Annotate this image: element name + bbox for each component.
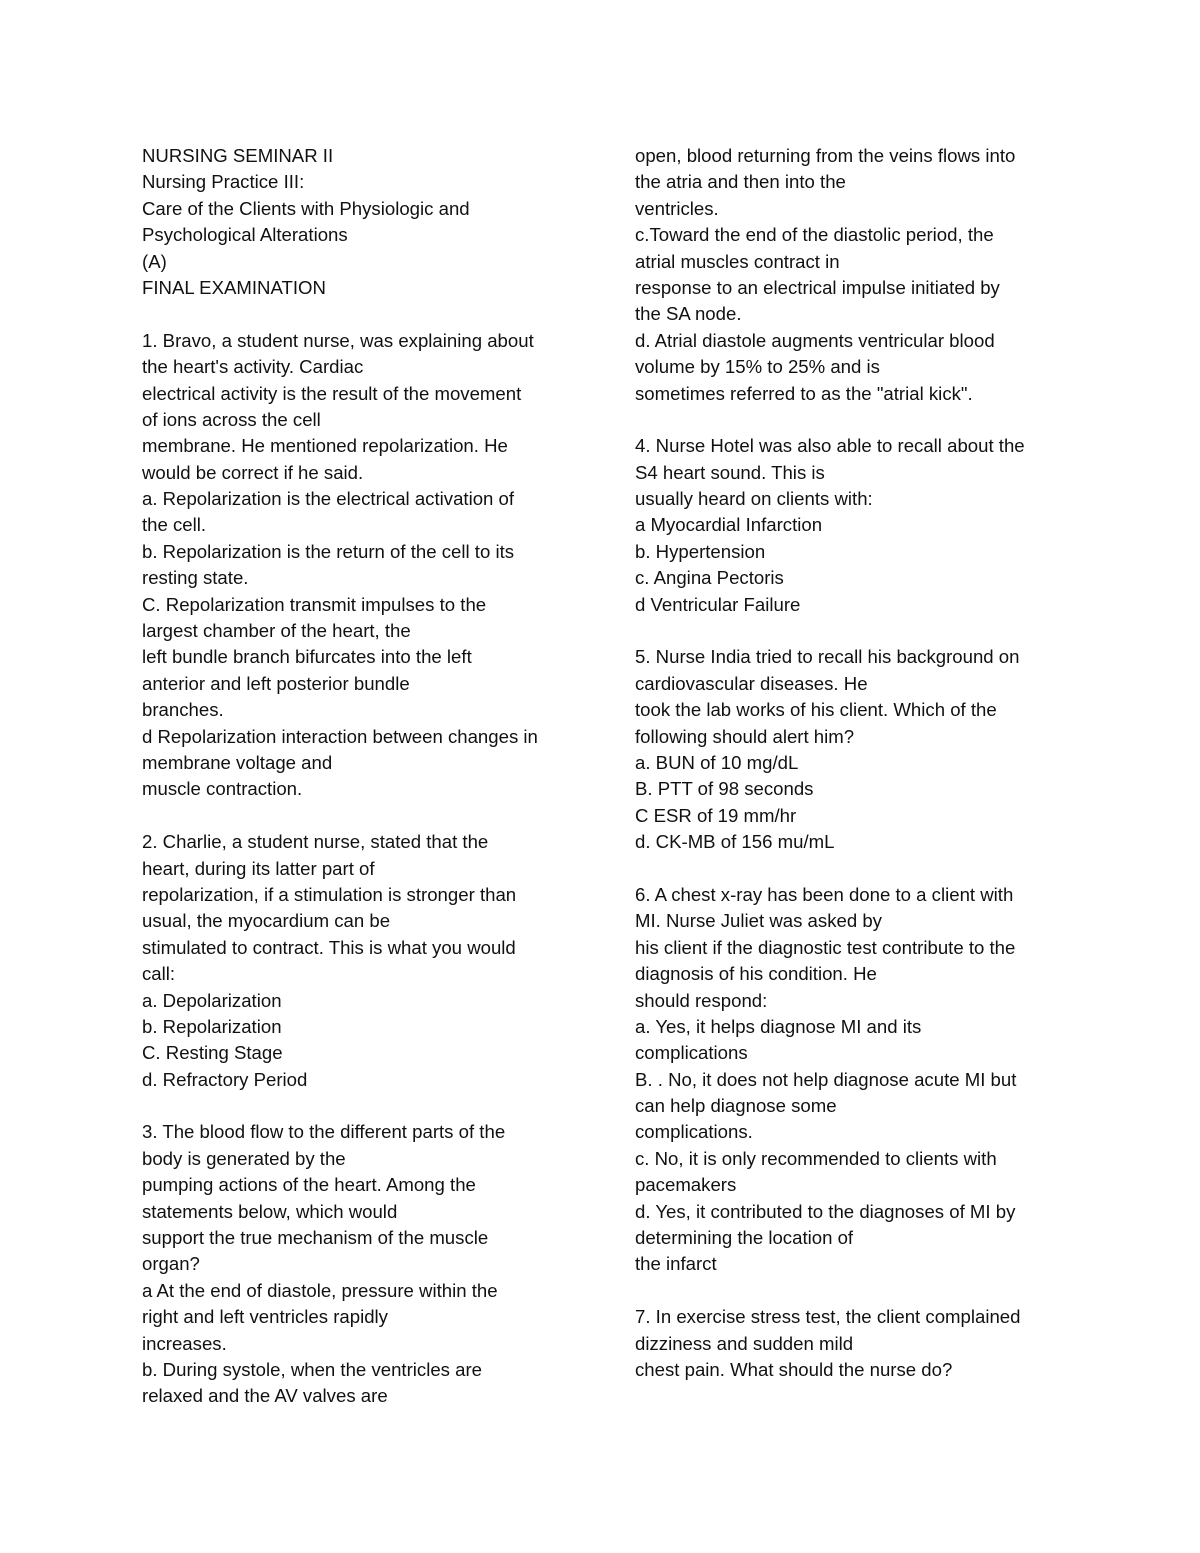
text-line: c. Angina Pectoris (635, 567, 784, 589)
text-line: right and left ventricles rapidly (142, 1306, 388, 1328)
text-line: cardiovascular diseases. He (635, 672, 868, 694)
text-line: complications. (635, 1121, 753, 1143)
text-line: repolarization, if a stimulation is stronger than (142, 883, 517, 905)
text-line: 7. In exercise stress test, the client complained (635, 1306, 1021, 1328)
text-line: determining the location of (635, 1227, 854, 1249)
text-line: the SA node. (635, 303, 742, 325)
text-line: membrane. He mentioned repolarization. He (142, 435, 508, 457)
text-line: a At the end of diastole, pressure within the (142, 1279, 498, 1301)
text-line: chest pain. What should the nurse do? (635, 1358, 953, 1380)
blank-line (142, 1093, 582, 1119)
text-line: increases. (142, 1332, 227, 1354)
blank-line (635, 1278, 1075, 1304)
text-line: volume by 15% to 25% and is (635, 356, 880, 378)
text-line: dizziness and sudden mild (635, 1332, 854, 1354)
text-line: 3. The blood flow to the different parts of the (142, 1121, 506, 1143)
text-line: usual, the myocardium can be (142, 910, 391, 932)
text-line: electrical activity is the result of the movement (142, 382, 522, 404)
text-line: the heart's activity. Cardiac (142, 356, 364, 378)
text-line: B. . No, it does not help diagnose acute MI but (635, 1068, 1017, 1090)
text-line: b. Repolarization is the return of the cell to its (142, 540, 515, 562)
text-line: 5. Nurse India tried to recall his background on (635, 646, 1020, 668)
text-line: S4 heart sound. This is (635, 461, 825, 483)
text-line: Psychological Alterations (142, 224, 348, 246)
text-line: his client if the diagnostic test contribute to the (635, 936, 1016, 958)
blank-line (635, 856, 1075, 882)
text-line: b. During systole, when the ventricles are (142, 1358, 483, 1380)
text-line: complications (635, 1042, 748, 1064)
text-line: d Ventricular Failure (635, 593, 801, 615)
text-line: anterior and left posterior bundle (142, 672, 410, 694)
text-line: a. BUN of 10 mg/dL (635, 751, 799, 773)
text-line: relaxed and the AV valves are (142, 1385, 388, 1407)
text-line: C ESR of 19 mm/hr (635, 804, 797, 826)
text-line: Nursing Practice III: (142, 171, 305, 193)
text-line: support the true mechanism of the muscle (142, 1227, 489, 1249)
blank-line (635, 618, 1075, 644)
text-line: statements below, which would (142, 1200, 398, 1222)
text-line: d. CK-MB of 156 mu/mL (635, 831, 835, 853)
text-line: body is generated by the (142, 1147, 346, 1169)
text-line: call: (142, 963, 176, 985)
text-line: membrane voltage and (142, 751, 333, 773)
text-line: the atria and then into the (635, 171, 846, 193)
text-line: a Myocardial Infarction (635, 514, 823, 536)
text-line: largest chamber of the heart, the (142, 620, 411, 642)
text-line: c.Toward the end of the diastolic period, the (635, 224, 994, 246)
text-line: 1. Bravo, a student nurse, was explaining about (142, 329, 534, 351)
text-line: a. Depolarization (142, 989, 282, 1011)
right-text-column (635, 143, 1075, 1383)
text-line: of ions across the cell (142, 408, 321, 430)
text-line: open, blood returning from the veins flows into (635, 145, 1016, 166)
text-line: d. Refractory Period (142, 1068, 308, 1090)
text-line: Care of the Clients with Physiologic and (142, 197, 470, 219)
text-line: b. Repolarization (142, 1015, 282, 1037)
text-line: B. PTT of 98 seconds (635, 778, 814, 800)
blank-line (142, 803, 582, 829)
text-line: muscle contraction. (142, 778, 303, 800)
text-line: a. Yes, it helps diagnose MI and its (635, 1015, 922, 1037)
text-line: ventricles. (635, 197, 719, 219)
text-line: 2. Charlie, a student nurse, stated that the (142, 831, 489, 853)
text-line: atrial muscles contract in (635, 250, 840, 272)
text-line: can help diagnose some (635, 1095, 837, 1117)
text-line: 6. A chest x-ray has been done to a client with (635, 883, 1014, 905)
text-line: left bundle branch bifurcates into the left (142, 646, 472, 668)
text-line: branches. (142, 699, 224, 721)
text-line: NURSING SEMINAR II (142, 145, 334, 166)
text-line: response to an electrical impulse initiated by (635, 276, 1000, 298)
text-line: (A) (142, 250, 167, 272)
text-line: d Repolarization interaction between changes in (142, 725, 538, 747)
text-line: 4. Nurse Hotel was also able to recall about the (635, 435, 1025, 457)
text-line: heart, during its latter part of (142, 857, 375, 879)
text-line: following should alert him? (635, 725, 855, 747)
text-line: MI. Nurse Juliet was asked by (635, 910, 882, 932)
text-line: diagnosis of his condition. He (635, 963, 877, 985)
text-line: the infarct (635, 1253, 717, 1275)
text-line: a. Repolarization is the electrical activation of (142, 488, 515, 510)
text-line: stimulated to contract. This is what you would (142, 936, 516, 958)
text-line: sometimes referred to as the "atrial kick". (635, 382, 973, 404)
text-line: organ? (142, 1253, 200, 1275)
text-line: d. Atrial diastole augments ventricular blood (635, 329, 995, 351)
text-line: would be correct if he said. (142, 461, 364, 483)
text-line: took the lab works of his client. Which of the (635, 699, 997, 721)
text-line: C. Resting Stage (142, 1042, 283, 1064)
text-line: should respond: (635, 989, 768, 1011)
text-line: d. Yes, it contributed to the diagnoses of MI by (635, 1200, 1016, 1222)
left-text-column (142, 143, 582, 1410)
blank-line (142, 301, 582, 327)
text-line: b. Hypertension (635, 540, 766, 562)
text-line: the cell. (142, 514, 207, 536)
text-line: pacemakers (635, 1174, 737, 1196)
text-line: C. Repolarization transmit impulses to the (142, 593, 487, 615)
text-line: FINAL EXAMINATION (142, 276, 326, 298)
text-line: pumping actions of the heart. Among the (142, 1174, 476, 1196)
text-line: usually heard on clients with: (635, 488, 873, 510)
blank-line (635, 407, 1075, 433)
text-line: c. No, it is only recommended to clients with (635, 1147, 997, 1169)
text-line: resting state. (142, 567, 249, 589)
